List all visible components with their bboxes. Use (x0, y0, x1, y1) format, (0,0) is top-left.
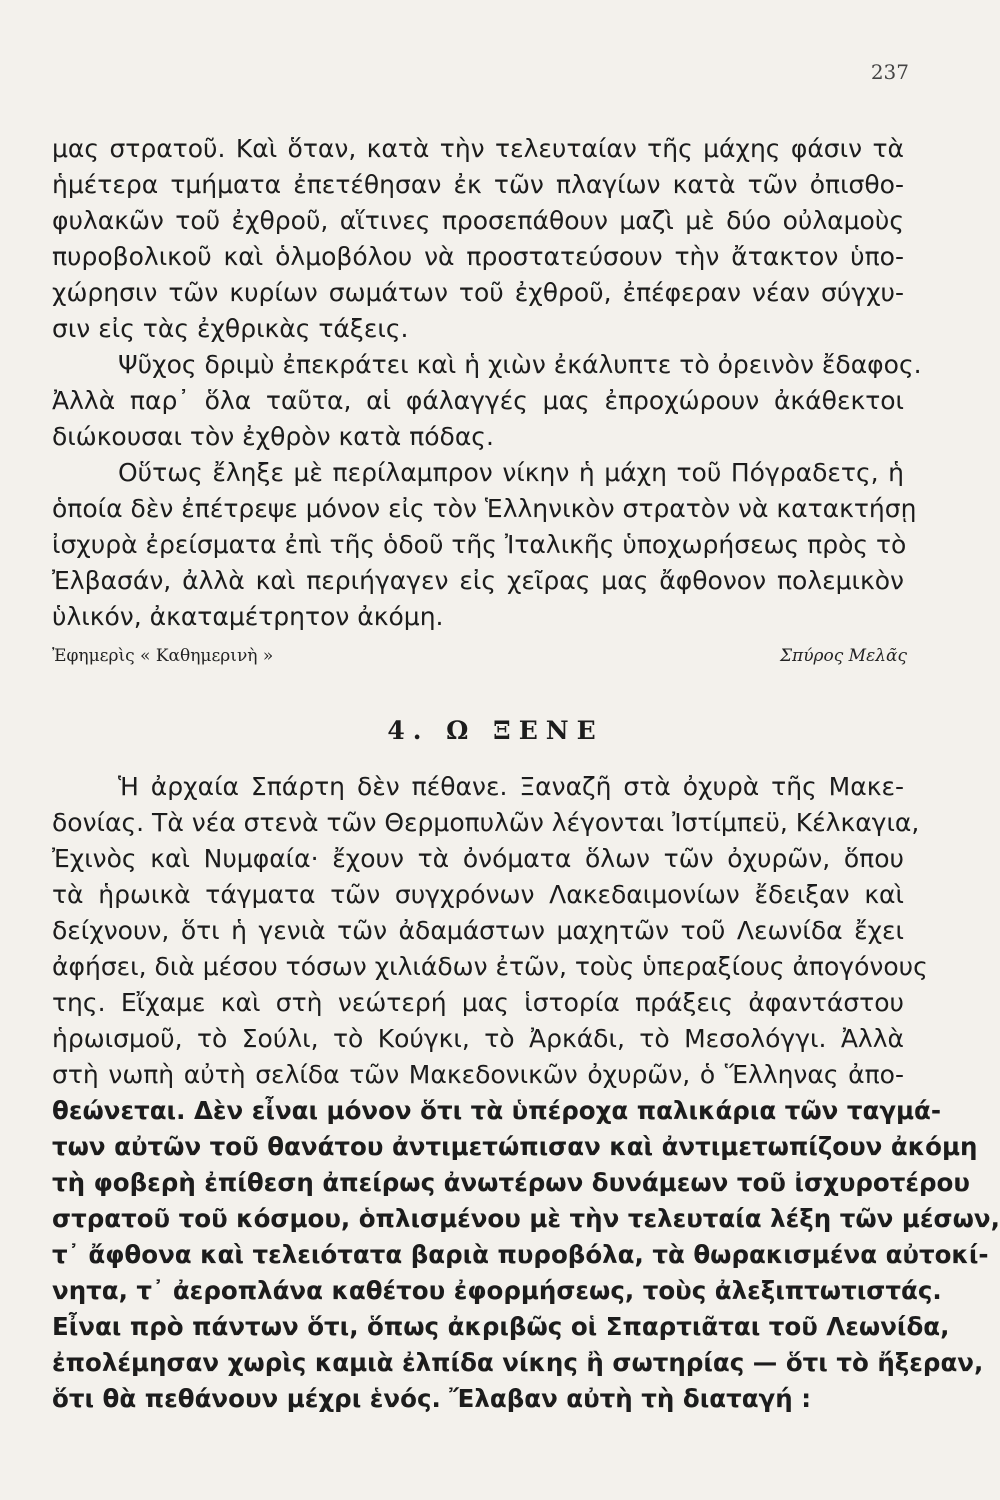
text-line: φυλακῶν τοῦ ἐχθροῦ, αἵτινες προσεπάθουν μαζὶ μὲ δύο οὐλαμοὺς (52, 206, 904, 235)
text-line: ἰσχυρὰ ἐρείσματα ἐπὶ τῆς ὁδοῦ τῆς Ἰταλικῆς ὑποχωρήσεως πρὸς τὸ (52, 530, 907, 559)
text-line: μας στρατοῦ. Καὶ ὅταν, κατὰ τὴν τελευταίαν τῆς μάχης φάσιν τὰ (52, 134, 904, 163)
text-line: πυροβολικοῦ καὶ ὁλμοβόλου νὰ προστατεύσουν τὴν ἄτακτον ὑπο- (52, 242, 904, 271)
text-line: Ἐχινὸς καὶ Νυμφαία· ἔχουν τὰ ὀνόματα ὅλων τῶν ὀχυρῶν, ὅπου (52, 844, 904, 873)
text-line: ὁποία δὲν ἐπέτρεψε μόνον εἰς τὸν Ἑλληνικὸν στρατὸν νὰ κατακτήσῃ (52, 494, 917, 523)
text-line: Ἐλβασάν, ἀλλὰ καὶ περιήγαγεν εἰς χεῖρας μας ἄφθονον πολεμικὸν (52, 566, 904, 595)
text-line: δείχνουν, ὅτι ἡ γενιὰ τῶν ἀδαμάστων μαχητῶν τοῦ Λεωνίδα ἔχει (52, 916, 904, 945)
source-citation: Ἐφημερὶς « Καθημερινὴ » (52, 646, 274, 666)
text-line: στὴ νωπὴ αὐτὴ σελίδα τῶν Μακεδονικῶν ὀχυρῶν, ὁ Ἕλληνας ἀπο- (52, 1060, 904, 1089)
text-line: τ᾽ ἄφθονα καὶ τελειότατα βαριὰ πυροβόλα, τὰ θωρακισμένα αὐτοκί- (52, 1240, 989, 1269)
section-heading: 4. Ω ΞΕΝΕ (387, 716, 604, 745)
text-line: ὅτι θὰ πεθάνουν μέχρι ἑνός. Ἔλαβαν αὐτὴ τὴ διαταγή : (52, 1384, 812, 1413)
text-line: δονίας. Τὰ νέα στενὰ τῶν Θερμοπυλῶν λέγονται Ἰστίμπεϋ, Κέλκαγια, (52, 808, 920, 837)
text-line: ἡμέτερα τμήματα ἐπετέθησαν ἐκ τῶν πλαγίων κατὰ τῶν ὀπισθο- (52, 170, 904, 199)
text-line: ὑλικόν, ἀκαταμέτρητον ἀκόμη. (52, 602, 444, 631)
text-line: Ἡ ἀρχαία Σπάρτη δὲν πέθανε. Ξαναζῆ στὰ ὀχυρὰ τῆς Μακε- (118, 772, 904, 801)
text-line: Ψῦχος δριμὺ ἐπεκράτει καὶ ἡ χιὼν ἐκάλυπτε τὸ ὀρεινὸν ἔδαφος. (118, 350, 922, 379)
text-line: στρατοῦ τοῦ κόσμου, ὁπλισμένου μὲ τὴν τελευταία λέξη τῶν μέσων, (52, 1204, 1000, 1233)
text-line: Εἶναι πρὸ πάντων ὅτι, ὅπως ἀκριβῶς οἱ Σπαρτιᾶται τοῦ Λεωνίδα, (52, 1312, 950, 1341)
text-line: διώκουσαι τὸν ἐχθρὸν κατὰ πόδας. (52, 422, 494, 451)
text-line: θεώνεται. Δὲν εἶναι μόνον ὅτι τὰ ὑπέροχα παλικάρια τῶν ταγμά- (52, 1096, 942, 1125)
text-line: σιν εἰς τὰς ἐχθρικὰς τάξεις. (52, 314, 409, 343)
text-line: Ἀλλὰ παρ᾽ ὅλα ταῦτα, αἱ φάλαγγές μας ἐπροχώρουν ἀκάθεκτοι (52, 386, 904, 415)
text-line: της. Εἴχαμε καὶ στὴ νεώτερή μας ἱστορία πράξεις ἀφαντάστου (52, 988, 904, 1017)
text-line: των αὐτῶν τοῦ θανάτου ἀντιμετώπισαν καὶ ἀντιμετωπίζουν ἀκόμη (52, 1132, 978, 1161)
text-line: ἀφήσει, διὰ μέσου τόσων χιλιάδων ἐτῶν, τοὺς ὑπεραξίους ἀπογόνους (52, 952, 928, 981)
text-line: νητα, τ᾽ ἀεροπλάνα καθέτου ἐφορμήσεως, τοὺς ἀλεξιπτωτιστάς. (52, 1276, 942, 1305)
author-name: Σπύρος Μελᾶς (780, 646, 907, 666)
text-line: τὰ ἡρωικὰ τάγματα τῶν συγχρόνων Λακεδαιμονίων ἔδειξαν καὶ (52, 880, 904, 909)
text-line: τὴ φοβερὴ ἐπίθεση ἀπείρως ἀνωτέρων δυνάμεων τοῦ ἰσχυροτέρου (52, 1168, 970, 1197)
text-line: Οὕτως ἔληξε μὲ περίλαμπρον νίκην ἡ μάχη τοῦ Πόγραδετς, ἡ (118, 458, 904, 487)
text-line: χώρησιν τῶν κυρίων σωμάτων τοῦ ἐχθροῦ, ἐπέφεραν νέαν σύγχυ- (52, 278, 904, 307)
page-number: 237 (870, 60, 909, 84)
text-line: ἐπολέμησαν χωρὶς καμιὰ ἐλπίδα νίκης ἢ σωτηρίας — ὅτι τὸ ἤξεραν, (52, 1348, 984, 1377)
text-line: ἡρωισμοῦ, τὸ Σούλι, τὸ Κούγκι, τὸ Ἀρκάδι, τὸ Μεσολόγγι. Ἀλλὰ (52, 1024, 904, 1053)
